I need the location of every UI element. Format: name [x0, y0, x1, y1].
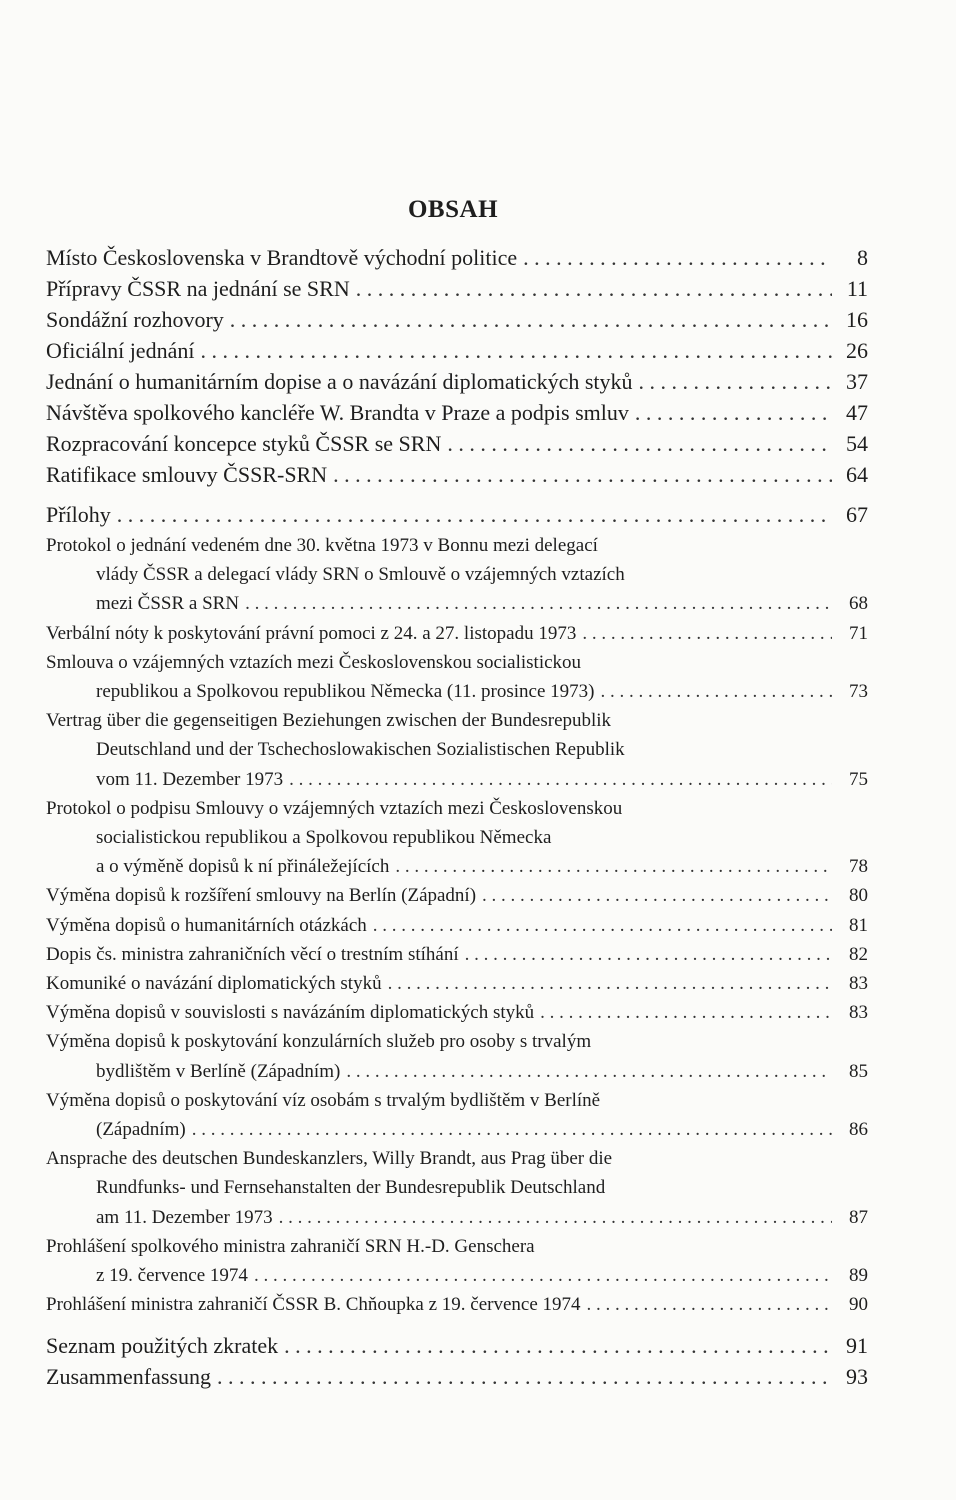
toc-entry — [96, 1061, 868, 1083]
dot-leader — [395, 856, 832, 878]
page-number: 68 — [849, 593, 868, 614]
toc-entry — [96, 1119, 868, 1141]
dot-leader — [635, 400, 832, 426]
toc-entry — [46, 369, 868, 395]
toc-entry — [46, 885, 868, 907]
page-number: 78 — [849, 856, 868, 877]
toc-entry — [46, 623, 868, 645]
entry-title: vlády ČSSR a delegací vlády SRN o Smlouvě o vzájemných vztazích — [96, 564, 625, 585]
entry-title: Prohlášení spolkového ministra zahraničí SRN H.-D. Genschera — [46, 1236, 535, 1257]
toc-entry — [46, 338, 868, 364]
entry-title: Verbální nóty k poskytování právní pomoci z 24. a 27. listopadu 1973 — [46, 623, 577, 644]
toc-entry-line — [46, 798, 868, 820]
dot-leader — [373, 915, 832, 937]
dot-leader — [284, 1333, 832, 1359]
entry-title: mezi ČSSR a SRN — [96, 593, 240, 614]
page-number: 26 — [846, 338, 868, 363]
toc-entry — [46, 973, 868, 995]
toc-entry — [46, 915, 868, 937]
page-number: 64 — [846, 462, 868, 487]
page-number: 87 — [849, 1207, 868, 1228]
page-number: 93 — [846, 1364, 868, 1389]
toc-entry — [46, 431, 868, 457]
dot-leader — [230, 307, 832, 333]
dot-leader — [447, 431, 832, 457]
page-number: 89 — [849, 1265, 868, 1286]
entry-title: Ratifikace smlouvy ČSSR-SRN — [46, 462, 328, 487]
page-number: 83 — [849, 1002, 868, 1023]
entry-title: socialistickou republikou a Spolkovou republikou Německa — [96, 827, 552, 848]
entry-title: Sondážní rozhovory — [46, 307, 224, 332]
page-number: 90 — [849, 1294, 868, 1315]
entry-title: Ansprache des deutschen Bundeskanzlers, Willy Brandt, aus Prag über die — [46, 1148, 613, 1169]
page-number: 85 — [849, 1061, 868, 1082]
dot-leader — [192, 1119, 832, 1141]
dot-leader — [523, 245, 832, 271]
entry-title: Výměna dopisů k poskytování konzulárních služeb pro osoby s trvalým — [46, 1031, 592, 1052]
entry-title: Výměna dopisů v souvislosti s navázáním diplomatických styků — [46, 1002, 535, 1023]
entry-title: Rozpracování koncepce styků ČSSR se SRN — [46, 431, 442, 456]
dot-leader — [482, 885, 832, 907]
toc-entry-line — [96, 827, 868, 849]
toc-entry-line — [46, 1148, 868, 1170]
dot-leader — [217, 1364, 832, 1390]
page-number: 8 — [857, 245, 868, 270]
page-number: 47 — [846, 400, 868, 425]
entry-title: Výměna dopisů k rozšíření smlouvy na Berlín (Západní) — [46, 885, 477, 906]
entry-title: (Západním) — [96, 1119, 186, 1140]
toc-entry — [46, 1294, 868, 1316]
page-number: 67 — [846, 502, 868, 527]
dot-leader — [200, 338, 832, 364]
entry-title: vom 11. Dezember 1973 — [96, 769, 284, 790]
page-number: 11 — [846, 276, 868, 301]
toc-entry-line — [46, 535, 868, 557]
toc-entry — [96, 1207, 868, 1229]
entry-title: Místo Československa v Brandtově východní politice — [46, 245, 518, 270]
toc-entry-line — [96, 739, 868, 761]
entry-title: bydlištěm v Berlíně (Západním) — [96, 1061, 341, 1082]
toc-entry — [46, 502, 868, 528]
toc-entry — [46, 1333, 868, 1359]
entry-title: Dopis čs. ministra zahraničních věcí o trestním stíhání — [46, 944, 459, 965]
toc-entry — [96, 1265, 868, 1287]
entry-title: Smlouva o vzájemných vztazích mezi Československou socialistickou — [46, 652, 582, 673]
toc-entry-line — [46, 652, 868, 674]
entry-title: Vertrag über die gegenseitigen Beziehungen zwischen der Bundesrepublik — [46, 710, 612, 731]
entry-title: am 11. Dezember 1973 — [96, 1207, 273, 1228]
page-number: 54 — [846, 431, 868, 456]
dot-leader — [540, 1002, 832, 1024]
toc-entry — [46, 944, 868, 966]
page-number: 81 — [849, 915, 868, 936]
dot-leader — [639, 369, 832, 395]
toc-entry — [96, 681, 868, 703]
toc-entry — [46, 245, 868, 271]
dot-leader — [356, 276, 832, 302]
toc-entry-line — [96, 564, 868, 586]
page-title: OBSAH — [407, 196, 499, 223]
entry-title: Deutschland und der Tschechoslowakischen Sozialistischen Republik — [96, 739, 625, 760]
entry-title: Protokol o jednání vedeném dne 30. května 1973 v Bonnu mezi delegací — [46, 535, 598, 556]
toc-entry-line — [46, 1236, 868, 1258]
page-number: 82 — [849, 944, 868, 965]
dot-leader — [465, 944, 832, 966]
toc-entry-line — [96, 1177, 868, 1199]
dot-leader — [582, 623, 832, 645]
entry-title: Zusammenfassung — [46, 1364, 211, 1389]
entry-title: Výměna dopisů o poskytování víz osobám s trvalým bydlištěm v Berlíně — [46, 1090, 601, 1111]
dot-leader — [388, 973, 832, 995]
page-number: 80 — [849, 885, 868, 906]
dot-leader — [279, 1207, 832, 1229]
page-number: 73 — [849, 681, 868, 702]
toc-entry — [46, 1002, 868, 1024]
entry-title: Prohlášení ministra zahraničí ČSSR B. Chňoupka z 19. července 1974 — [46, 1294, 581, 1315]
page-number: 16 — [846, 307, 868, 332]
toc-entry-line — [46, 1090, 868, 1112]
entry-title: Protokol o podpisu Smlouvy o vzájemných vztazích mezi Československou — [46, 798, 623, 819]
entry-title: Výměna dopisů o humanitárních otázkách — [46, 915, 367, 936]
page-number: 91 — [846, 1333, 868, 1358]
toc-entry — [46, 462, 868, 488]
entry-title: Přípravy ČSSR na jednání se SRN — [46, 276, 350, 301]
entry-title: Rundfunks- und Fernsehanstalten der Bundesrepublik Deutschland — [96, 1177, 606, 1198]
entry-title: Návštěva spolkového kancléře W. Brandta v Praze a podpis smluv — [46, 400, 629, 425]
dot-leader — [346, 1061, 832, 1083]
dot-leader — [289, 769, 832, 791]
entry-title: Komuniké o navázání diplomatických styků — [46, 973, 382, 994]
toc-entry-line — [46, 710, 868, 732]
toc-entry-line — [46, 1031, 868, 1053]
dot-leader — [117, 502, 832, 528]
toc-entry — [96, 593, 868, 615]
page-number: 83 — [849, 973, 868, 994]
toc-entry — [46, 1364, 868, 1390]
toc-entry — [96, 856, 868, 878]
toc-entry — [46, 276, 868, 302]
dot-leader — [333, 462, 832, 488]
toc-entry — [46, 307, 868, 333]
dot-leader — [600, 681, 832, 703]
entry-title: Přílohy — [46, 502, 111, 527]
page-number: 71 — [849, 623, 868, 644]
dot-leader — [587, 1294, 832, 1316]
entry-title: Jednání o humanitárním dopise a o navázání diplomatických styků — [46, 369, 633, 394]
dot-leader — [254, 1265, 832, 1287]
entry-title: a o výměně dopisů k ní přináležejících — [96, 856, 390, 877]
entry-title: Oficiální jednání — [46, 338, 195, 363]
page-number: 86 — [849, 1119, 868, 1140]
page-number: 75 — [849, 769, 868, 790]
toc-entry — [46, 400, 868, 426]
toc-entry — [96, 769, 868, 791]
page-number: 37 — [846, 369, 868, 394]
entry-title: z 19. července 1974 — [96, 1265, 248, 1286]
entry-title: Seznam použitých zkratek — [46, 1333, 279, 1358]
entry-title: republikou a Spolkovou republikou Německa (11. prosince 1973) — [96, 681, 595, 702]
dot-leader — [245, 593, 832, 615]
